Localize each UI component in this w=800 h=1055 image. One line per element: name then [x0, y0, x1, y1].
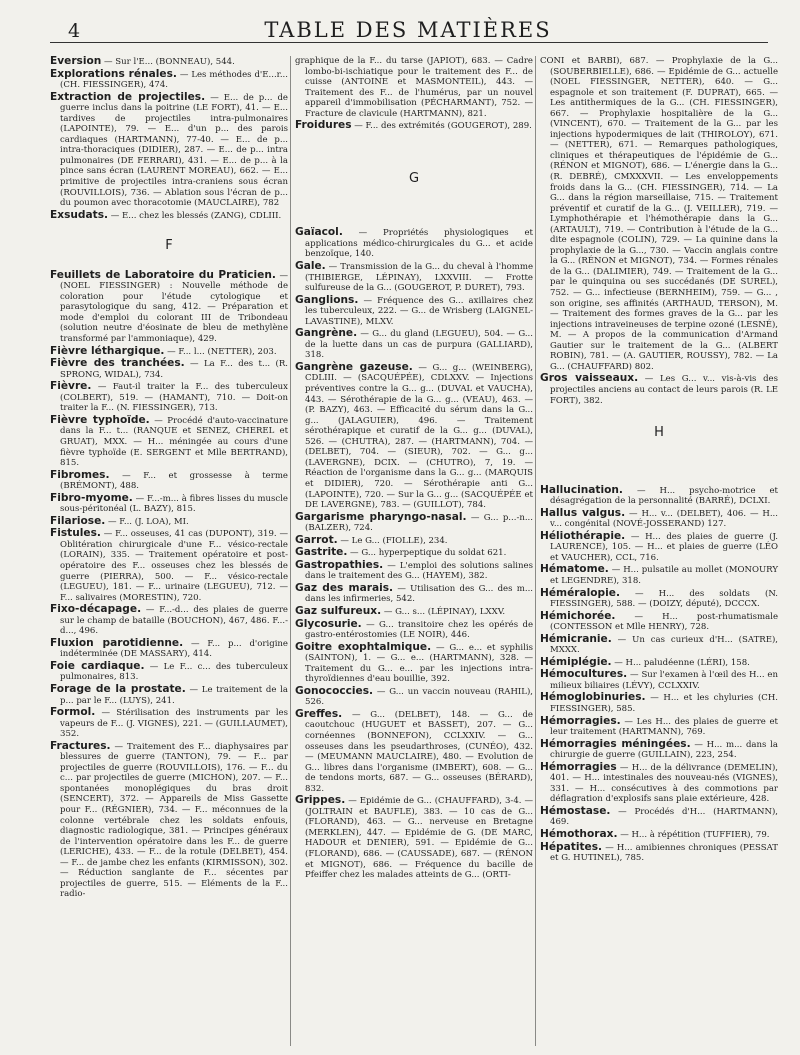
index-entry-continued	[540, 56, 778, 372]
entry-references: — La F... des t... (R. SPRONG, WIDAL), 734.	[60, 359, 288, 380]
index-entry	[50, 684, 288, 706]
section-letter: H	[654, 425, 664, 441]
entry-headword: Explorations rénales.	[50, 67, 177, 80]
index-column-2	[295, 56, 533, 882]
index-entry	[540, 842, 778, 864]
entry-references: — Le F... c... des tuberculeux pulmonaires, 813.	[60, 661, 288, 683]
entry-references: — Les méthodes d'E...r... (CH. FIESSINGER), 474.	[60, 69, 288, 91]
entry-headword: Ganglions.	[295, 293, 359, 306]
entry-headword: Hémorragies.	[540, 714, 621, 727]
index-entry	[295, 560, 533, 582]
index-column-3	[540, 56, 778, 865]
entry-headword: Gale.	[295, 260, 326, 273]
index-entry	[295, 328, 533, 361]
entry-headword: Héliothérapie.	[540, 529, 626, 542]
entry-headword: Fièvre typhoïde.	[50, 413, 150, 426]
entry-references: — Les G... v... vis-à-vis des projectiles anciens au contact de leurs parois (R. LE FORT), 382.	[550, 374, 778, 406]
entry-headword: Greffes.	[295, 707, 343, 720]
index-entry	[295, 686, 533, 708]
entry-headword: Fluxion parotidienne.	[50, 636, 184, 649]
entry-references: — Procédés d'H... (HARTMANN), 469.	[550, 806, 778, 828]
entry-references: — G... g... (WEINBERG), CDLIII. — (SACQUÉPÉE), CDLXXV. — Injections préventives contre la G... g... (DUVAL et VAUCHA), 443. — Sérothérapie de la G... g... (VEAU), 463. — (P. BAZY), 463. — Efficacité du sérum dans la G... g... (JALAGUIER), 496. — Traitement sérothérapique et curatif de la G... g... (DUVAL), 526. — (CHUTRA), 287. — (HARTMANN), 704. — (DELBET), 704. — (SIEUR), 702. — G... g... (LAVERGNE), DCIX. — (CHUTRO), 7, 19. — Réaction de l'organisme dans la G... g... (MARQUIS et DIDIER), 720. — Sérothérapie anti G... (LAPOINTE), 720. — Sur la G... g... (SACQUÉPÉE et DE LAVERGNE), 783. — (GUILLOT), 784.	[305, 362, 533, 511]
index-entry	[540, 588, 778, 610]
entry-references: — Fréquence des G... axillaires chez les tuberculeux, 222. — G... de Wrisberg (LAIGNEL-LAVASTINE), MLXV.	[305, 295, 533, 327]
entry-headword: Hémorragies	[540, 760, 617, 773]
index-entry	[50, 56, 288, 68]
index-entry	[540, 669, 778, 691]
index-entry	[50, 516, 288, 528]
entry-references: — E... chez les blessés (ZANG), CDLIII.	[108, 210, 282, 221]
entry-headword: Glycosurie.	[295, 617, 362, 630]
entry-headword: Gangrène.	[295, 327, 358, 340]
entry-references: — F... p... d'origine indéterminée (DE MASSARY), 414.	[60, 638, 288, 660]
index-entry	[295, 261, 533, 294]
entry-headword: Gastrite.	[295, 546, 348, 559]
entry-references: — Epidémie de G... (CHAUFFARD), 3-4. — (JOLTRAIN et BAUFLE), 383. — 10 cas de G... (FLORAND), 463. — G... nerveuse en Bretagne (MERKLEN), 447. — Epidémie de G. (DE MARC, HADOUR et DENIER), 591. — Epidémie de G... (FLORAND), 686. — (CAUSSADE), 687. — (RÉNON et MIGNOT), 686. — Fréquence du bacille de Pfeiffer chez les malades atteints de G... (ORTI-	[305, 796, 533, 881]
entry-headword: Filariose.	[50, 514, 106, 527]
entry-headword: Gargarisme pharyngo-nasal.	[295, 510, 467, 523]
index-entry	[50, 69, 288, 91]
entry-headword: Gaïacol.	[295, 226, 343, 239]
entry-headword: Fièvre.	[50, 380, 92, 393]
entry-references: — Faut-il traiter la F... des tuberculeux (COLBERT), 519. — (HAMANT), 710. — Doit-on traiter la F... (N. FIESSINGER), 713.	[60, 382, 288, 414]
index-entry	[540, 634, 778, 656]
entry-headword: Gros vaisseaux.	[540, 372, 639, 385]
entry-headword: Extraction de projectiles.	[50, 90, 206, 103]
index-entry	[540, 762, 778, 805]
entry-headword: Hallus valgus.	[540, 506, 626, 519]
entry-headword: Gangrène gazeuse.	[295, 360, 413, 373]
index-entry	[295, 512, 533, 534]
index-entry	[50, 346, 288, 358]
entry-references: — F... des extrémités (GOUGEROT), 289.	[351, 121, 532, 132]
entry-references: — H... v... (DELBET), 406. — H... v... congénital (NOVÉ-JOSSERAND) 127.	[550, 508, 778, 530]
entry-headword: Hépatites.	[540, 840, 603, 853]
entry-headword: Forage de la prostate.	[50, 682, 186, 695]
index-entry-continued	[295, 56, 533, 119]
entry-references: — H... pulsatile au mollet (MONOURY et LEGENDRE), 318.	[550, 565, 778, 586]
entry-headword: Hémichorée.	[540, 609, 616, 622]
index-entry	[50, 358, 288, 380]
entry-headword: Exsudats.	[50, 208, 109, 221]
entry-references: — F... (J. LOA), MI.	[105, 516, 189, 527]
entry-headword: Gastropathies.	[295, 558, 384, 571]
entry-references: — Transmission de la G... du cheval à l'homme (THIBIERGE, LÉPINAY), LXXVIII. — Frotte sulfureuse de la G... (GOUGEROT, P. DURET), 793.	[305, 262, 533, 294]
entry-references: — Sur l'E... (BONNEAU), 544.	[101, 57, 235, 67]
index-entry	[50, 528, 288, 603]
entry-references: — Propriétés physiologiques et applications médico-chirurgicales du G... et acide benzoïque, 140.	[305, 228, 533, 260]
index-entry	[295, 362, 533, 511]
entry-references: — G... e... et syphilis (SAINTON), 1. — G... e... (HARTMANN), 328. — Traitement du G... e... par les injections intra-thyroïdiennes d'eau bouillie, 392.	[305, 642, 533, 685]
entry-references: — F... et grossesse à terme (BRÉMONT), 488.	[60, 470, 288, 492]
entry-headword: Hallucination.	[540, 483, 623, 496]
section-letter: F	[165, 238, 173, 254]
header-rule	[50, 42, 768, 43]
entry-headword: Goitre exophtalmique.	[295, 640, 432, 653]
index-entry	[540, 657, 778, 669]
entry-references: — Un cas curieux d'H... (SATRE), MXXX.	[550, 634, 778, 656]
entry-references: — G... un vaccin nouveau (RAHIL), 526.	[305, 686, 533, 708]
entry-headword: Eversion	[50, 55, 102, 67]
index-entry	[50, 741, 288, 900]
entry-references: — H... de la délivrance (DEMELIN), 401. — H... intestinales des nouveau-nés (VIGNES), 331. — H... consécutives à des commotions par déflagration d'explosifs sans plaie extérieure, 428.	[550, 762, 778, 805]
entry-references: — H... et les chyluries (CH. FIESSINGER), 585.	[550, 693, 778, 714]
index-entry	[50, 92, 288, 209]
index-entry	[540, 806, 778, 828]
index-entry	[295, 227, 533, 260]
index-entry	[50, 210, 288, 222]
entry-references: — G... du gland (LEGUEU), 504. — G... de la luette dans un cas de purpura (GALLIARD), 318.	[305, 329, 533, 361]
index-entry	[295, 642, 533, 685]
entry-headword: Hémostase.	[540, 804, 611, 817]
index-entry	[50, 707, 288, 740]
index-column-1	[50, 56, 288, 901]
entry-headword: Fistules.	[50, 527, 101, 540]
entry-headword: Gaz des marais.	[295, 581, 394, 594]
entry-headword: Hémoglobinuries.	[540, 691, 646, 704]
index-entry	[295, 535, 533, 547]
index-entry	[50, 493, 288, 515]
entry-headword: Garrot.	[295, 533, 338, 546]
index-entry	[50, 604, 288, 637]
entry-references: — F...-d... des plaies de guerre sur le champ de bataille (BOUCHON), 467, 486. F...-d..., 496.	[60, 605, 288, 637]
index-entry	[295, 619, 533, 641]
entry-references: — H... paludéenne (LÉRI), 158.	[611, 657, 750, 668]
entry-references: — Le traitement de la p... par le F... (LUYS), 241.	[60, 684, 289, 706]
entry-references: — H... psycho-motrice et désagrégation de la personnalité (BARRÉ), DCLXI.	[550, 485, 778, 507]
index-entry	[50, 381, 288, 414]
index-entry	[50, 270, 288, 345]
index-entry	[295, 547, 533, 559]
entry-headword: Formol.	[50, 706, 96, 719]
index-entry	[540, 531, 778, 564]
entry-references: — E... de p... de guerre inclus dans la poitrine (LE FORT), 41. — E... tardives de projectiles intra-pulmonaires (LAPOINTE), 79. — E... d'un p... des parois cardiaques (HARTMANN), 77-40. — E... de p... intra-thoraciques (DIDIER), 287. — E... de p... intra pulmonaires (DE FERRARI), 431. — E... de p... à la pince sans écran (LAURENT MOREAU), 662. — E... primitive de projectiles intra-craniens sous écran (ROUVILLOIS), 736. — Ablation sous l'écran de p... du poumon avec thoracotomie (MAUCLAIRE), 782	[60, 92, 288, 209]
index-entry	[540, 829, 778, 841]
index-entry	[540, 508, 778, 530]
entry-headword: Grippes.	[295, 794, 346, 807]
column-divider	[535, 56, 536, 1046]
page-number: 4	[68, 20, 81, 42]
entry-references: — F...-m... à fibres lisses du muscle sous-péritonéal (L. BAZY), 815.	[60, 493, 288, 515]
entry-headword: Fièvre léthargique.	[50, 344, 165, 357]
entry-references: — Le G... (FIOLLE), 234.	[337, 535, 448, 546]
index-entry	[540, 692, 778, 714]
entry-references: — F... l... (NETTER), 203.	[164, 346, 277, 357]
index-entry	[50, 415, 288, 469]
entry-references: — G... hyperpeptique du soldat 621.	[347, 548, 507, 559]
index-entry	[540, 373, 778, 406]
entry-headword: Fièvre des tranchées.	[50, 357, 185, 370]
section-letter: G	[408, 170, 420, 186]
index-entry	[540, 564, 778, 586]
entry-headword: Fibro-myome.	[50, 491, 133, 504]
index-entry	[295, 795, 533, 880]
entry-headword: Hémicranie.	[540, 632, 612, 645]
entry-references: CONI et BARBI), 687. — Prophylaxie de la G... (SOUBERBIELLE), 686. — Epidémie de G... actuelle (NOEL FIESSINGER, NETTER), 640. — G... espagnole et son traitement (F. DUPRAT), 665. — Les antithermiques de la G... (CH. FIESSINGER), 667. — Prophylaxie hospitalière de la G... (VINCENT), 670. — Traitement de la G... par les injections hypodermiques de lait (THIROLOY), 671. — (NETTER), 671. — Remarques pathologiques, cliniques et thérapeutiques de l'épidémie de G... (RÉNON et MIGNOT), 686. — L'énergie dans la G... (R. DEBRÉ), CMXXXVII. — Les enveloppements froids dans la G... (CH. FIESSINGER), 714. — La G... dans la région marseillaise, 715. — Traitement préventif et curatif de la G... (J. VEILLER), 719. — Lymphothérapie et l'hémothérapie dans la G... (ARTAULT), 719. — Contribution à l'étude de la G... dite espagnole (COLIN), 729. — La quinine dans la prophylaxie de la G..., 730. — Vaccin anglais contre la G... (RÉNON et MIGNOT), 734. — Formes rénales de la G... (DALIMIER), 749. — Traitement de la G... par le quinquina ou ses succédanés (DE SUREL), 752. — G... infectieuse (BERNHEIM), 759. — G... , son origine, ses affinités (ARTHAUD, TERSON), M. — Traitement des formes graves de la G... par les injections intraveineuses de terpine ozoné (LESNÉ), M. — A propos de la communication d'Armand Gautier sur le traitement de la G... (ALBERT ROBIN), 781. — (A. GAUTIER, ROUSSY), 782. — La G... (CHAUFFARD) 802.	[540, 56, 778, 372]
entry-headword: Gaz sulfureux.	[295, 604, 382, 617]
index-entry	[50, 638, 288, 660]
entry-headword: Gonococcies.	[295, 684, 374, 697]
entry-headword: Froidures	[295, 119, 352, 132]
entry-references: — H... des plaies de guerre (J. LAURENCE), 105. — H... et plaies de guerre (LÉO et VAUCHER), CCL, 716.	[550, 531, 778, 563]
index-entry	[295, 709, 533, 794]
entry-references: — G... p...-n... (BALZER), 724.	[305, 512, 533, 534]
entry-headword: Fractures.	[50, 739, 111, 752]
entry-references: — Les H... des plaies de guerre et leur traitement (HARTMANN), 769.	[550, 716, 778, 738]
entry-references: — G... (DELBET), 148. — G... de caoutchouc (HUGUET et BASSET), 207. — G... cornéennes (BONNEFON), CCLXXIV. — G... osseuses dans les pseudarthroses, (CUNÉO), 432. — (MEUMANN MAUCLAIRE), 480. — Evolution de G... libres dans l'organisme (IMBERT), 608. — G... de tendons morts, 687. — G... osseuses (BÉRARD), 832.	[305, 709, 533, 794]
index-entry	[540, 611, 778, 633]
entry-references: — F... osseuses, 41 cas (DUPONT), 319. — Oblitération chirurgicale d'une F... vésico-rectale (LORAIN), 335. — Traitement opératoire et post-opératoire des F... osseuses chez les blessés de guerre (PIERRA), 500. — F... vésico-rectale (LEGUEU), 181. — F... urinaire (LEGUEU), 712. — F... salivaires (MORESTIN), 720.	[60, 529, 288, 603]
index-entry	[295, 583, 533, 605]
entry-references: — H... à répétition (TUFFIER), 79.	[617, 830, 770, 840]
entry-references: — Sur l'examen à l'œil des H... en milieux biliaires (LÉVY), CCLXXIV.	[550, 670, 778, 691]
entry-references: — G... transitoire chez les opérés de gastro-entérostomies (LE NOIR), 446.	[305, 619, 533, 641]
entry-references: — Procédé d'auto-vaccinature dans la F... t... (RANQUE et SENEZ, CHEREL et GRUAT), MXX. — H... méningée au cours d'une fièvre typhoïde (E. SERGENT et Mlle BERTRAND), 815.	[60, 415, 289, 469]
index-entry	[50, 661, 288, 683]
column-divider	[290, 56, 291, 1046]
entry-references: — Stérilisation des instruments par les vapeurs de F... (J. VIGNES), 221. — (GUILLAUMET), 352.	[60, 708, 288, 740]
entry-references: — (NOEL FIESSINGER) : Nouvelle méthode de coloration pour l'étude cytologique et parasytologique du sang, 412. — Préparation et mode d'emploi du colorant III de Tribondeau (solution neutre d'éosinate de bleu de methylène transformé par l'ammoniaque), 429.	[60, 270, 289, 345]
entry-references: — L'emploi des solutions salines dans le traitement des G... (HAYEM), 382.	[305, 560, 533, 582]
index-entry	[540, 739, 778, 761]
entry-headword: Fibromes.	[50, 468, 110, 481]
entry-references: — Traitement des F... diaphysaires par blessures de guerre (TANTON), 79. — F... par projectiles de guerre (ROUVILLOIS), 176. — F... du c... par projectiles de guerre (MICHON), 207. — F... spontanées monoplégiques du bras droit (SENCERT), 372. — Appareils de Miss Gassette pour F... (RÉGNIER), 734. — F... méconnues de la colonne vertébrale chez les soldats enfouis, diagnostic radiologique, 381. — Principes généraux de l'intervention opératoire dans les F... de guerre (LERICHE), 433. — F... de la rotule (DELBET), 454. — F... de jambe chez les enfants (KIRMISSON), 302. — Réduction sanglante de F... sécentes par projectiles de guerre, 515. — Eléments de la F... radio-	[60, 741, 288, 900]
index-entry	[295, 295, 533, 328]
entry-headword: Hémothorax.	[540, 828, 618, 840]
entry-headword: Héméralopie.	[540, 586, 620, 599]
entry-references: graphique de la F... du tarse (JAPIOT), 683. — Cadre lombo-bi-ischiatique pour le traitement des F... de cuisse (ANTOINE et MASMONTEIL), 443. — Traitement des F... de l'humérus, par un nouvel appareil d'immobilisation (PÉCHARMANT), 752. — Fracture de clavicule (HARTMANN), 821.	[295, 56, 533, 119]
index-entry	[50, 470, 288, 492]
entry-headword: Hémocultures.	[540, 668, 628, 681]
entry-references: — H... des soldats (N. FIESSINGER), 588. — (DOIZY, député), DCCCX.	[550, 588, 778, 610]
entry-headword: Fixo-décapage.	[50, 603, 142, 616]
entry-headword: Feuillets de Laboratoire du Praticien.	[50, 268, 276, 281]
entry-references: — H... post-rhumatismale (CONTESSON et Mlle HENRY), 728.	[550, 611, 778, 633]
entry-headword: Hémorragies méningées.	[540, 737, 691, 750]
entry-references: — G... s... (LÉPINAY), LXXV.	[381, 606, 506, 617]
index-entry	[295, 606, 533, 618]
index-entry	[295, 120, 533, 132]
running-title: TABLE DES MATIÈRES	[264, 18, 552, 42]
entry-headword: Hématome.	[540, 563, 609, 576]
entry-references: — H... amibiennes chroniques (PESSAT et G. HUTINEL), 785.	[550, 842, 778, 864]
index-entry	[540, 485, 778, 507]
entry-references: — H... m... dans la chirurgie de guerre (GUILLAIN), 223, 254.	[550, 739, 778, 761]
entry-headword: Foie cardiaque.	[50, 659, 145, 672]
entry-headword: Hémiplégie.	[540, 655, 612, 668]
index-entry	[540, 716, 778, 738]
entry-references: — Utilisation des G... des m... dans les infirmeries, 542.	[305, 583, 534, 605]
